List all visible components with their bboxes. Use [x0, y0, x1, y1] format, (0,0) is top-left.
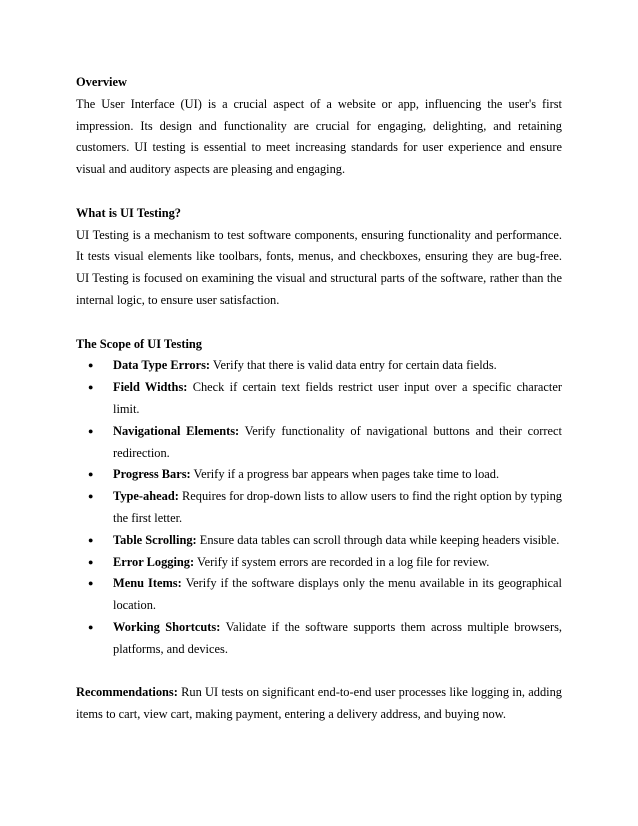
list-item-term: Data Type Errors: [113, 358, 211, 373]
list-item [76, 355, 562, 377]
list-item-description: Requires for drop-down lists to allow users to find the right option by typing the first letter. [113, 489, 562, 525]
list-item [76, 486, 562, 530]
list-item-term: Type-ahead: [113, 489, 179, 504]
list-item [76, 552, 562, 574]
bullet-icon: ● [88, 534, 94, 545]
bullet-icon: ● [88, 360, 94, 371]
recommendations-text: Run UI tests on significant end-to-end user processes like logging in, adding items to cart, view cart, making payment, entering a delivery address, and buying now. [76, 685, 562, 722]
bullet-icon: ● [88, 491, 94, 502]
list-item-description: Verify if system errors are recorded in a log file for review. [194, 554, 490, 569]
spacer [76, 661, 562, 683]
list-item [76, 421, 562, 465]
list-item [76, 377, 562, 421]
bullet-icon: ● [88, 556, 94, 567]
list-item [76, 464, 562, 486]
bullet-icon: ● [88, 621, 94, 632]
list-item-description: Ensure data tables can scroll through data while keeping headers visible. [196, 532, 560, 547]
bullet-icon: ● [88, 425, 94, 436]
list-item-term: Working Shortcuts: [113, 619, 221, 634]
list-item [76, 617, 562, 661]
list-item [76, 530, 562, 552]
recommendations-term: Recommendations: [76, 685, 178, 700]
recommendations-paragraph [76, 682, 562, 726]
list-item-description: Check if certain text fields restrict user input over a specific character limit. [113, 380, 562, 416]
what-is-ui-testing-heading: What is UI Testing? [76, 205, 182, 220]
list-item-term: Menu Items: [113, 576, 182, 591]
bullet-icon: ● [88, 382, 94, 393]
scope-list [76, 355, 562, 660]
list-item-term: Navigational Elements: [113, 423, 240, 438]
spacer [76, 312, 562, 334]
list-item-term: Table Scrolling: [113, 532, 197, 547]
list-item-term: Field Widths: [113, 380, 188, 395]
list-item-term: Error Logging: [113, 554, 195, 569]
document-page [76, 72, 562, 726]
overview-paragraph: The User Interface (UI) is a crucial aspect of a website or app, influencing the user's first impression. Its design and functionality are crucial for engaging, delighting, and retaining customers. UI testing is essential to meet increasing standards for user experience and ensure visual and auditory aspects are pleasing and engaging. [76, 96, 562, 177]
scope-heading: The Scope of UI Testing [76, 336, 202, 351]
list-item [76, 573, 562, 617]
overview-heading: Overview [76, 75, 127, 89]
list-item-description: Verify if a progress bar appears when pages take time to load. [190, 467, 500, 482]
list-item-description: Validate if the software supports them across multiple browsers, platforms, and devices. [113, 619, 562, 656]
bullet-icon: ● [88, 469, 94, 480]
list-item-description: Verify if the software displays only the menu available in its geographical location. [113, 576, 562, 613]
what-is-ui-testing-paragraph: UI Testing is a mechanism to test software components, ensuring functionality and performance. It tests visual elements like toolbars, fonts, menus, and checkboxes, ensuring they are bug-free. UI Testing is focused on examining the visual and structural parts of the software, rather than the internal logic, to ensure user satisfaction. [76, 227, 562, 307]
list-item-description: Verify that there is valid data entry for certain data fields. [210, 358, 497, 373]
bullet-icon: ● [88, 578, 94, 589]
list-item-description: Verify functionality of navigational buttons and their correct redirection. [113, 423, 562, 460]
spacer [76, 181, 562, 203]
list-item-term: Progress Bars: [113, 467, 191, 482]
